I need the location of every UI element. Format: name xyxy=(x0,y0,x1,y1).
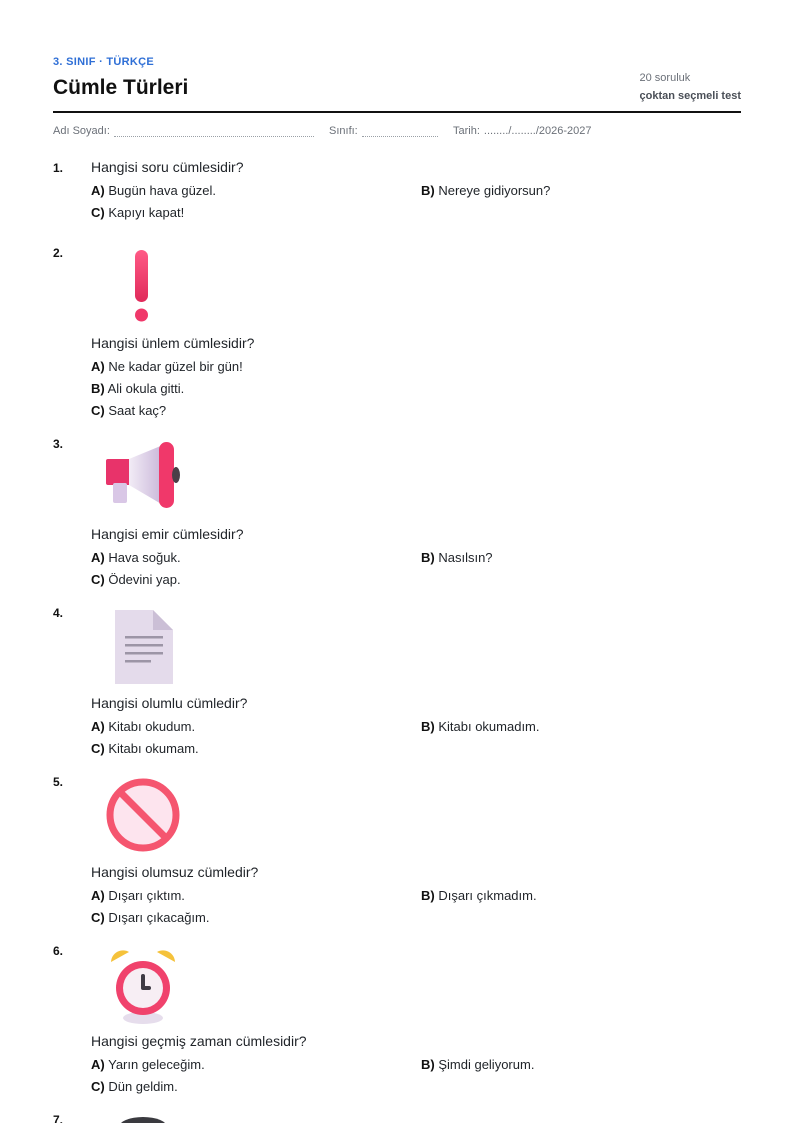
class-label: Sınıfı: xyxy=(329,125,358,137)
question-text: Hangisi geçmiş zaman cümlesidir? xyxy=(91,1033,307,1049)
answer-option[interactable] xyxy=(91,182,421,200)
answer-option[interactable] xyxy=(421,718,751,736)
date-value: ......../......../2026-2027 xyxy=(483,125,592,137)
option-text: Yarın geleceğim. xyxy=(108,1057,205,1072)
question-item xyxy=(53,437,741,589)
grade-subject-label: 3. SINIF · TÜRKÇE xyxy=(53,56,155,68)
answer-option[interactable] xyxy=(91,549,421,567)
option-text: Bugün hava güzel. xyxy=(108,183,217,198)
option-letter: B) xyxy=(421,550,435,565)
option-text: Şimdi geliyorum. xyxy=(438,1057,535,1072)
option-text: Kitabı okumadım. xyxy=(438,719,540,734)
option-letter: A) xyxy=(91,550,105,565)
question-body xyxy=(91,437,741,589)
answer-option[interactable] xyxy=(91,740,421,758)
question-number: 1. xyxy=(53,161,64,175)
worksheet-header xyxy=(53,0,741,113)
question-text: Hangisi olumsuz cümledir? xyxy=(91,864,259,880)
answer-option[interactable] xyxy=(421,549,751,567)
option-letter: B) xyxy=(421,1057,435,1072)
answer-option[interactable] xyxy=(91,909,421,927)
question-body xyxy=(91,606,741,758)
option-text: Nereye gidiyorsun? xyxy=(438,183,551,198)
question-body xyxy=(91,1113,741,1123)
option-letter: A) xyxy=(91,719,105,734)
test-meta xyxy=(640,72,742,102)
option-text: Kapıyı kapat! xyxy=(108,205,185,220)
option-text: Ali okula gitti. xyxy=(107,381,185,396)
megaphone-icon xyxy=(91,437,181,525)
question-number: 4. xyxy=(53,606,64,620)
answer-option[interactable] xyxy=(91,571,421,589)
option-letter: C) xyxy=(91,1079,105,1094)
answer-option[interactable] xyxy=(91,358,421,376)
option-text: Ödevini yap. xyxy=(108,572,181,587)
option-letter: C) xyxy=(91,910,105,925)
answer-option[interactable] xyxy=(91,402,421,420)
question-text: Hangisi emir cümlesidir? xyxy=(91,526,244,542)
prohibited-icon xyxy=(91,775,181,863)
class-blank[interactable] xyxy=(362,127,438,137)
answer-option[interactable] xyxy=(91,718,421,736)
worksheet-page xyxy=(53,0,741,143)
partial-dark-icon xyxy=(91,1113,181,1123)
question-item xyxy=(53,944,741,1096)
answer-option[interactable] xyxy=(91,1056,421,1074)
option-letter: C) xyxy=(91,205,105,220)
option-text: Ne kadar güzel bir gün! xyxy=(108,359,243,374)
question-body xyxy=(91,158,741,222)
option-letter: C) xyxy=(91,572,105,587)
question-number: 3. xyxy=(53,437,64,451)
option-text: Dışarı çıkacağım. xyxy=(108,910,210,925)
answer-options xyxy=(91,549,741,589)
question-number: 6. xyxy=(53,944,64,958)
option-text: Nasılsın? xyxy=(438,550,493,565)
option-letter: A) xyxy=(91,359,105,374)
document-icon xyxy=(91,606,181,694)
option-text: Kitabı okudum. xyxy=(108,719,196,734)
name-blank[interactable] xyxy=(114,127,314,137)
class-field[interactable] xyxy=(329,125,438,137)
answer-option[interactable] xyxy=(91,204,421,222)
date-field[interactable] xyxy=(453,125,592,137)
question-number: 2. xyxy=(53,246,64,260)
student-info-row xyxy=(53,113,741,143)
answer-options xyxy=(91,182,741,222)
option-letter: B) xyxy=(91,381,105,396)
option-letter: B) xyxy=(421,888,435,903)
question-item xyxy=(53,775,741,927)
answer-option[interactable] xyxy=(91,380,421,398)
option-letter: C) xyxy=(91,741,105,756)
answer-option[interactable] xyxy=(421,887,751,905)
option-text: Dışarı çıktım. xyxy=(108,888,185,903)
alarm-clock-icon xyxy=(91,944,181,1032)
question-item xyxy=(53,246,741,420)
question-text: Hangisi soru cümlesidir? xyxy=(91,159,244,175)
page-title: Cümle Türleri xyxy=(53,76,189,99)
answer-options xyxy=(91,1056,741,1096)
question-body xyxy=(91,944,741,1096)
option-letter: A) xyxy=(91,888,105,903)
question-item xyxy=(53,1113,741,1123)
question-item xyxy=(53,158,741,222)
name-label: Adı Soyadı: xyxy=(53,125,110,137)
option-text: Dün geldim. xyxy=(108,1079,178,1094)
test-type: çoktan seçmeli test xyxy=(639,90,741,102)
answer-option[interactable] xyxy=(91,887,421,905)
name-field[interactable] xyxy=(53,125,314,137)
answer-options xyxy=(91,358,741,420)
option-text: Kitabı okumam. xyxy=(108,741,199,756)
option-letter: A) xyxy=(91,183,105,198)
option-letter: C) xyxy=(91,403,105,418)
answer-option[interactable] xyxy=(421,182,751,200)
question-count: 20 soruluk xyxy=(639,72,691,84)
answer-options xyxy=(91,887,741,927)
question-number: 7. xyxy=(53,1113,64,1123)
question-body xyxy=(91,775,741,927)
option-letter: B) xyxy=(421,183,435,198)
option-letter: B) xyxy=(421,719,435,734)
question-text: Hangisi ünlem cümlesidir? xyxy=(91,335,255,351)
question-text: Hangisi olumlu cümledir? xyxy=(91,695,248,711)
option-text: Hava soğuk. xyxy=(108,550,181,565)
question-body xyxy=(91,246,741,420)
answer-options xyxy=(91,718,741,758)
date-label: Tarih: xyxy=(453,125,480,137)
exclamation-icon xyxy=(91,246,181,334)
question-number: 5. xyxy=(53,775,64,789)
question-item xyxy=(53,606,741,758)
option-letter: A) xyxy=(91,1057,105,1072)
answer-option[interactable] xyxy=(421,1056,751,1074)
answer-option[interactable] xyxy=(91,1078,421,1096)
option-text: Saat kaç? xyxy=(108,403,167,418)
option-text: Dışarı çıkmadım. xyxy=(438,888,537,903)
